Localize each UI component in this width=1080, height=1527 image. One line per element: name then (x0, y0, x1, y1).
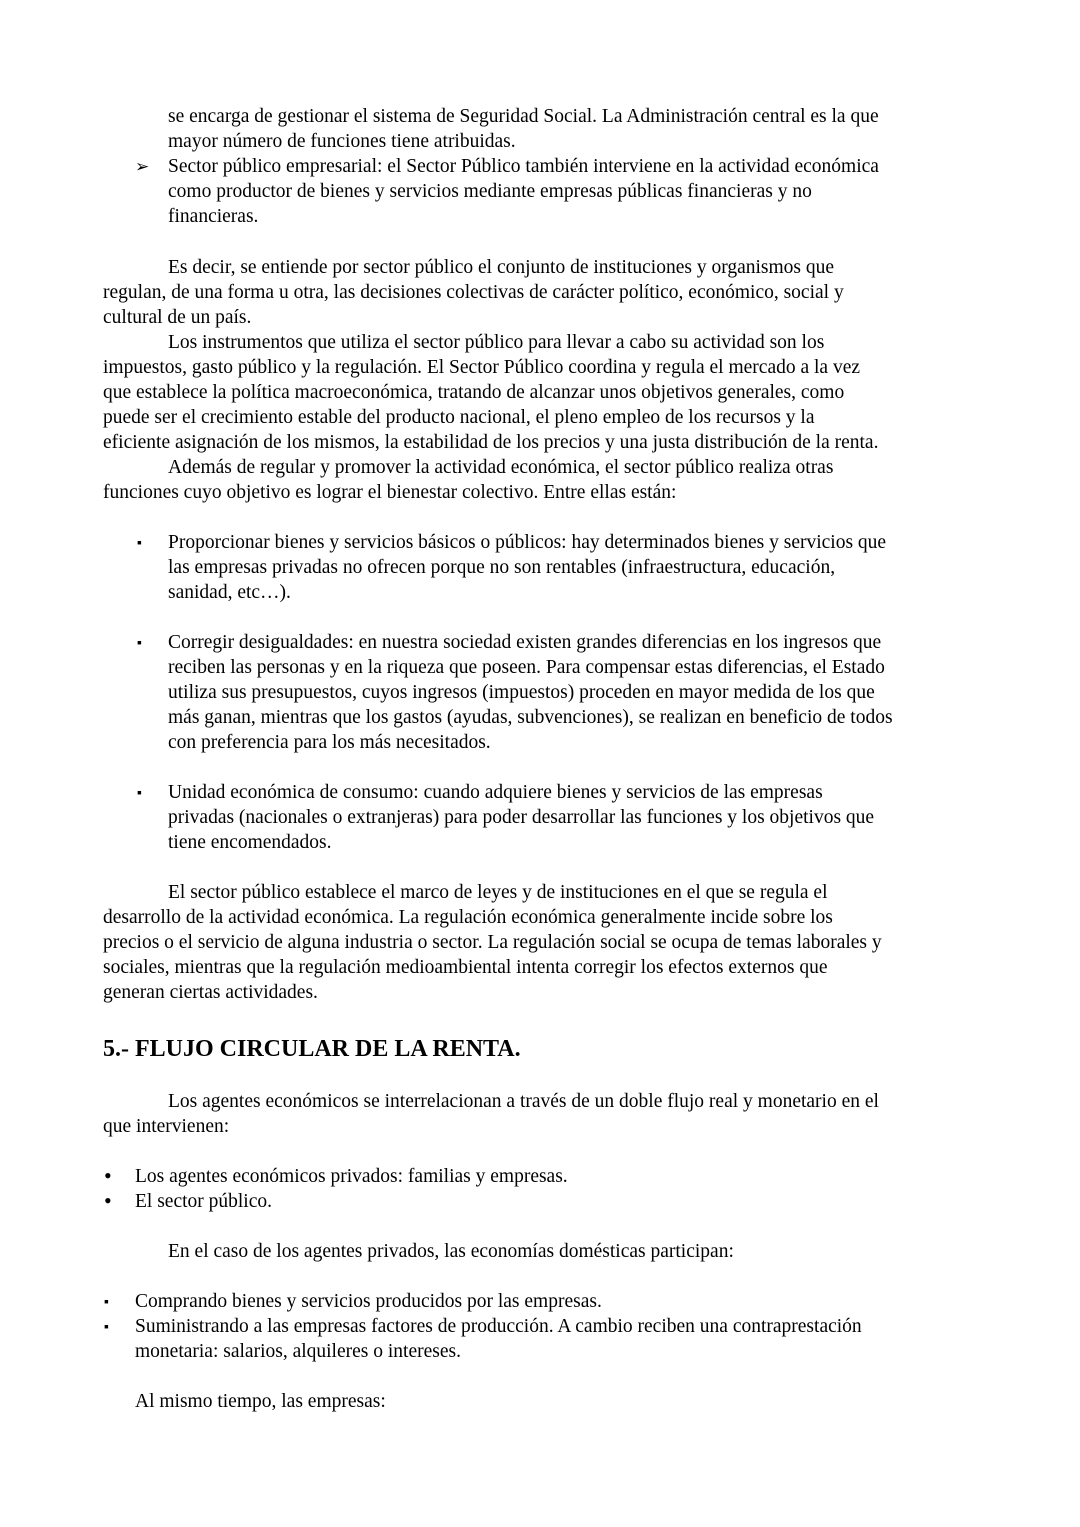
square-bullet-icon: ▪ (104, 1320, 109, 1335)
square-bullet-icon: ▪ (137, 786, 142, 801)
paragraph-line: que establece la política macroeconómica, tratando de alcanzar unos objetivos generales, como (103, 382, 845, 403)
paragraph-line: El sector público establece el marco de leyes y de instituciones en el que se regula el (168, 882, 828, 903)
arrow-bullet-icon: ➢ (135, 157, 150, 176)
square-bullet-icon: ▪ (137, 636, 142, 651)
list-item-line: tiene encomendados. (168, 832, 332, 853)
list-item-line: las empresas privadas no ofrecen porque no son rentables (infraestructura, educación, (168, 557, 836, 578)
list-item-line: Suministrando a las empresas factores de producción. A cambio reciben una contraprestación (135, 1316, 862, 1337)
list-item-line: con preferencia para los más necesitados. (168, 732, 491, 753)
list-item-line: Unidad económica de consumo: cuando adquiere bienes y servicios de las empresas (168, 782, 823, 803)
paragraph-line: sociales, mientras que la regulación medioambiental intenta corregir los efectos externos que (103, 957, 828, 978)
paragraph-line: Los agentes económicos se interrelacionan a través de un doble flujo real y monetario en el (168, 1091, 879, 1112)
paragraph-line: En el caso de los agentes privados, las economías domésticas participan: (168, 1241, 734, 1262)
text-line: financieras. (168, 206, 259, 227)
list-item-line: Comprando bienes y servicios producidos por las empresas. (135, 1291, 602, 1312)
list-item-line: privadas (nacionales o extranjeras) para poder desarrollar las funciones y los objetivos que (168, 807, 875, 828)
square-bullet-icon: ▪ (137, 536, 142, 551)
paragraph-line: eficiente asignación de los mismos, la estabilidad de los precios y una justa distribución de la renta. (103, 432, 879, 453)
paragraph-line: Además de regular y promover la actividad económica, el sector público realiza otras (168, 457, 834, 478)
dot-bullet-icon: • (104, 1163, 112, 1188)
list-item-line: sanidad, etc…). (168, 582, 291, 603)
paragraph-line: Es decir, se entiende por sector público el conjunto de instituciones y organismos que (168, 257, 835, 278)
paragraph-line: funciones cuyo objetivo es lograr el bienestar colectivo. Entre ellas están: (103, 482, 677, 503)
paragraph-line: impuestos, gasto público y la regulación. El Sector Público coordina y regula el mercado a la vez (103, 357, 861, 378)
paragraph-line: precios o el servicio de alguna industria o sector. La regulación social se ocupa de temas laborales y (103, 932, 882, 953)
paragraph-line: Al mismo tiempo, las empresas: (135, 1391, 386, 1412)
paragraph-line: cultural de un país. (103, 307, 252, 328)
list-item-line: más ganan, mientras que los gastos (ayudas, subvenciones), se realizan en beneficio de todos (168, 707, 893, 728)
text-line: mayor número de funciones tiene atribuidas. (168, 131, 516, 152)
text-line: se encarga de gestionar el sistema de Seguridad Social. La Administración central es la que (168, 106, 879, 127)
list-item-line: utiliza sus presupuestos, cuyos ingresos (impuestos) proceden en mayor medida de los que (168, 682, 875, 703)
list-item-line: monetaria: salarios, alquileres o intereses. (135, 1341, 461, 1362)
paragraph-line: puede ser el crecimiento estable del producto nacional, el pleno empleo de los recursos y la (103, 407, 815, 428)
dot-bullet-icon: • (104, 1188, 112, 1213)
square-bullet-icon: ▪ (104, 1295, 109, 1310)
section-heading: 5.- FLUJO CIRCULAR DE LA RENTA. (103, 1036, 521, 1062)
list-item-line: Los agentes económicos privados: familias y empresas. (135, 1166, 568, 1187)
text-line: Sector público empresarial: el Sector Público también interviene en la actividad económica (168, 156, 879, 177)
list-item-line: Proporcionar bienes y servicios básicos o públicos: hay determinados bienes y servicios que (168, 532, 887, 553)
paragraph-line: regulan, de una forma u otra, las decisiones colectivas de carácter político, económico, social y (103, 282, 844, 303)
paragraph-line: que intervienen: (103, 1116, 230, 1137)
paragraph-line: desarrollo de la actividad económica. La regulación económica generalmente incide sobre los (103, 907, 833, 928)
paragraph-line: generan ciertas actividades. (103, 982, 318, 1003)
text-line: como productor de bienes y servicios mediante empresas públicas financieras y no (168, 181, 812, 202)
list-item-line: reciben las personas y en la riqueza que poseen. Para compensar estas diferencias, el Estado (168, 657, 885, 678)
list-item-line: El sector público. (135, 1191, 273, 1212)
paragraph-line: Los instrumentos que utiliza el sector público para llevar a cabo su actividad son los (168, 332, 825, 353)
list-item-line: Corregir desigualdades: en nuestra sociedad existen grandes diferencias en los ingresos que (168, 632, 882, 653)
